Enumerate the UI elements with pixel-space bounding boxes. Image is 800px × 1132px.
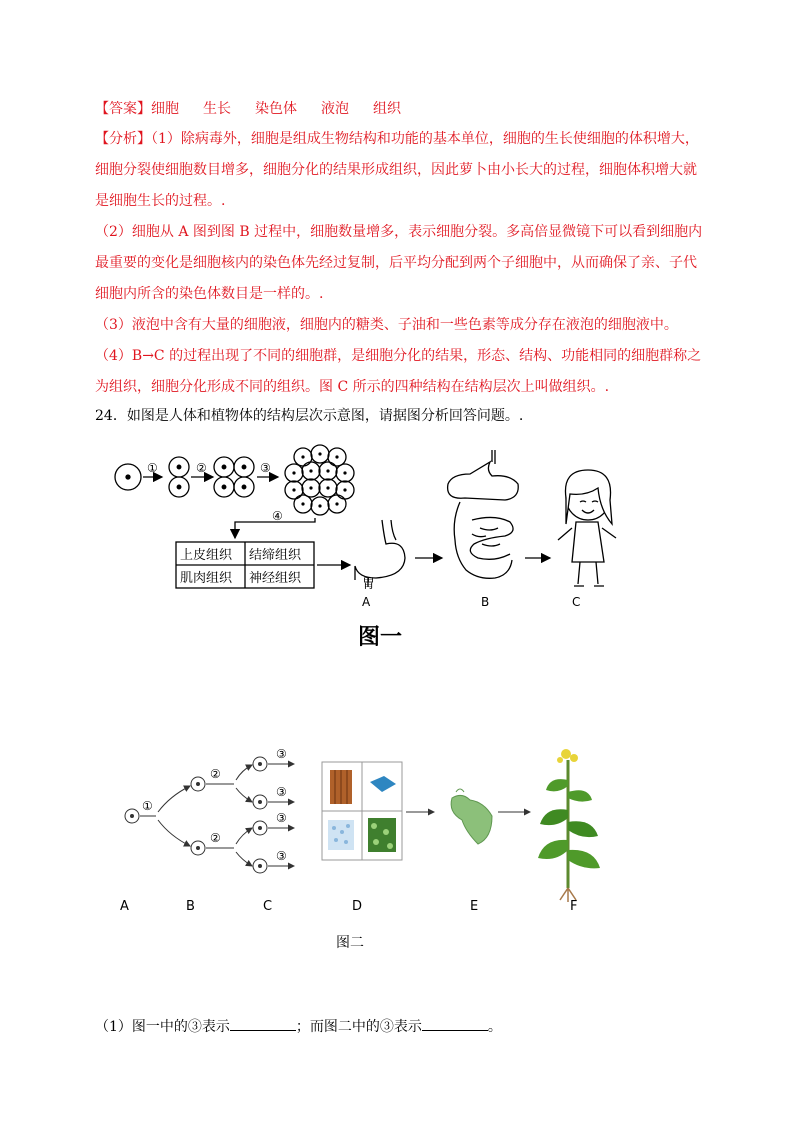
step-label: ③ bbox=[276, 747, 287, 761]
answer-item: 生长 bbox=[203, 101, 231, 117]
figure-letter: D bbox=[352, 899, 363, 914]
question-1-text: （1）图一中的③表示 bbox=[95, 1019, 230, 1035]
analysis-line: 细胞内所含的染色体数目是一样的。. bbox=[95, 286, 324, 302]
tissue-image bbox=[328, 820, 354, 850]
analysis-line: 细胞分裂使细胞数目增多，细胞分化的结果形成组织，因此萝卜由小长大的过程，细胞体积增大就 bbox=[95, 162, 697, 178]
step-label: ② bbox=[210, 767, 221, 781]
step-label: ② bbox=[196, 461, 207, 475]
step-label: ③ bbox=[276, 849, 287, 863]
figure-letter: A bbox=[362, 595, 371, 609]
figure-letter: F bbox=[570, 899, 578, 914]
tissue-label: 结缔组织 bbox=[249, 548, 302, 563]
figure-1-caption: 图一 bbox=[358, 625, 403, 650]
plant-image bbox=[538, 749, 600, 902]
analysis-line: （2）细胞从 A 图到图 B 过程中，细胞数量增多，表示细胞分裂。多高倍显微镜下可以看到细胞内 bbox=[95, 224, 703, 240]
step-label: ④ bbox=[272, 509, 283, 523]
step-label: ② bbox=[210, 831, 221, 845]
answer-item: 染色体 bbox=[255, 101, 297, 117]
analysis-line: （3）液泡中含有大量的细胞液，细胞内的糖类、子油和一些色素等成分存在液泡的细胞液中。 bbox=[95, 317, 678, 333]
leaf-image bbox=[451, 795, 492, 844]
analysis-line: 是细胞生长的过程。. bbox=[95, 193, 226, 209]
step-label: ① bbox=[142, 799, 153, 813]
figure-letter: B bbox=[186, 899, 195, 914]
figure-letter: E bbox=[470, 899, 479, 914]
step-label: ① bbox=[147, 461, 158, 475]
figure-letter: C bbox=[263, 899, 273, 914]
answer-blank[interactable] bbox=[422, 1018, 488, 1031]
answer-item: 组织 bbox=[373, 101, 401, 117]
figure-1 bbox=[100, 440, 660, 660]
answer-item: 液泡 bbox=[321, 101, 349, 117]
step-label: ③ bbox=[260, 461, 271, 475]
question-1-text: 。 bbox=[487, 1019, 502, 1035]
step-label: ③ bbox=[276, 811, 287, 825]
figure-2 bbox=[100, 740, 640, 960]
analysis-line: 为组织，细胞分化形成不同的组织。图 C 所示的四种结构在结构层次上叫做组织。. bbox=[95, 379, 610, 395]
figure-letter: A bbox=[120, 899, 129, 914]
figure-2-caption: 图二 bbox=[336, 935, 364, 951]
answer-item: 细胞 bbox=[151, 101, 179, 117]
step-label: ③ bbox=[276, 785, 287, 799]
analysis-line: 最重要的变化是细胞核内的染色体先经过复制，后平均分配到两个子细胞中，从而确保了亲、子代 bbox=[95, 255, 697, 271]
figure-letter: C bbox=[572, 595, 581, 609]
analysis-line: （4）B→C 的过程出现了不同的细胞群，是细胞分化的结果，形态、结构、功能相同的细胞群称之 bbox=[95, 348, 702, 364]
tissue-label: 肌肉组织 bbox=[180, 571, 233, 586]
tissue-image bbox=[370, 776, 396, 792]
answer-tag: 【答案】 bbox=[95, 101, 151, 117]
organ-label: 胃 bbox=[362, 577, 376, 592]
answer-line bbox=[95, 98, 425, 118]
tissue-label: 上皮组织 bbox=[180, 548, 233, 563]
figure-letter: B bbox=[481, 595, 490, 609]
question-1-text: ；而图二中的③表示 bbox=[295, 1019, 422, 1035]
question-24: 24．如图是人体和植物体的结构层次示意图，请据图分析回答问题。. bbox=[95, 408, 524, 424]
answer-blank[interactable] bbox=[230, 1018, 296, 1031]
tissue-label: 神经组织 bbox=[249, 571, 302, 586]
analysis-line: 【分析】（1）除病毒外，细胞是组成生物结构和功能的基本单位，细胞的生长使细胞的体积增大， bbox=[95, 131, 699, 147]
question-1 bbox=[95, 1016, 502, 1036]
